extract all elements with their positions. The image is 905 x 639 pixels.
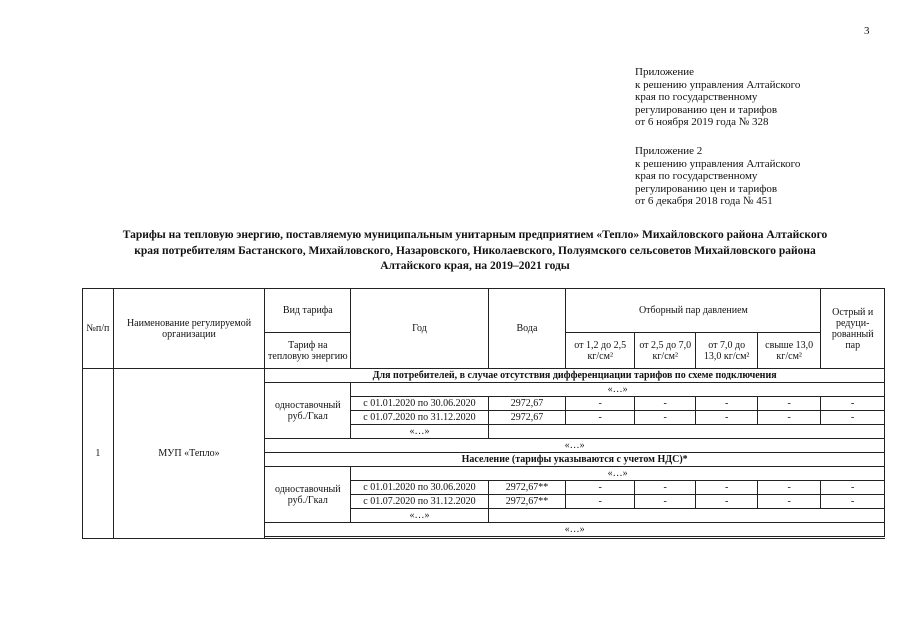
appendix-line: края по государственному	[635, 170, 758, 182]
appendix-line: от 6 декабря 2018 года № 451	[635, 195, 773, 207]
header-steam: Отборный пар давлением	[566, 289, 821, 333]
section-heading: Население (тарифы указываются с учетом НДС)*	[265, 453, 885, 467]
organization-name: МУП «Тепло»	[113, 369, 265, 539]
steam-value: -	[696, 397, 757, 411]
ellipsis: «…»	[265, 439, 885, 453]
ellipsis: «…»	[351, 425, 488, 439]
spacer	[265, 537, 885, 539]
steam-value: -	[696, 481, 757, 495]
water-value: 2972,67	[488, 411, 566, 425]
water-value: 2972,67**	[488, 495, 566, 509]
period: с 01.07.2020 по 31.12.2020	[351, 495, 488, 509]
header-heat-tariff: Тариф на тепловую энергию	[265, 333, 351, 369]
sharp-steam-value: -	[821, 481, 885, 495]
header-steam-col-1: от 1,2 до 2,5 кг/см²	[566, 333, 635, 369]
header-tariff-type: Вид тарифа	[265, 289, 351, 333]
page-number: 3	[864, 25, 870, 37]
ellipsis: «…»	[351, 467, 885, 481]
appendix-line: регулированию цен и тарифов	[635, 182, 778, 195]
ellipsis: «…»	[351, 383, 885, 397]
header-num: №п/п	[83, 289, 114, 369]
steam-value: -	[635, 481, 696, 495]
steam-value: -	[635, 397, 696, 411]
steam-value: -	[696, 495, 757, 509]
section-heading: Для потребителей, в случае отсутствия дифференциации тарифов по схеме подключения	[265, 369, 885, 383]
empty-cell	[488, 509, 884, 523]
steam-value: -	[635, 411, 696, 425]
water-value: 2972,67**	[488, 481, 566, 495]
period: с 01.07.2020 по 31.12.2020	[351, 411, 488, 425]
sharp-steam-value: -	[821, 397, 885, 411]
steam-value: -	[757, 411, 821, 425]
period: с 01.01.2020 по 30.06.2020	[351, 481, 488, 495]
header-year: Год	[351, 289, 488, 369]
appendix-line: от 6 ноября 2019 года № 328	[635, 116, 769, 128]
header-org: Наименование регулируемой организации	[113, 289, 265, 369]
ellipsis: «…»	[351, 509, 488, 523]
appendix-line: к решению управления Алтайского	[635, 78, 801, 91]
steam-value: -	[696, 411, 757, 425]
title-line: края потребителям Бастанского, Михайловского, Назаровского, Николаевского, Полуямского сельсоветов Михайловского района	[134, 244, 816, 257]
appendix-line: Приложение	[635, 66, 695, 78]
document-title	[70, 228, 880, 275]
header-steam-col-2: от 2,5 до 7,0 кг/см²	[635, 333, 696, 369]
empty-cell	[488, 425, 884, 439]
period: с 01.01.2020 по 30.06.2020	[351, 397, 488, 411]
steam-value: -	[566, 411, 635, 425]
appendix-line: регулированию цен и тарифов	[635, 103, 778, 116]
steam-value: -	[566, 481, 635, 495]
appendix-line: Приложение 2	[635, 145, 703, 157]
title-line: Алтайского края, на 2019–2021 годы	[380, 260, 570, 272]
appendix-line: к решению управления Алтайского	[635, 157, 801, 170]
header-water: Вода	[488, 289, 566, 369]
sharp-steam-value: -	[821, 411, 885, 425]
steam-value: -	[635, 495, 696, 509]
header-steam-col-4: свыше 13,0 кг/см²	[757, 333, 821, 369]
steam-value: -	[757, 397, 821, 411]
title-line: Тарифы на тепловую энергию, поставляемую муниципальным унитарным предприятием «Тепло» Михайловского района Алтайского	[122, 229, 828, 241]
steam-value: -	[566, 495, 635, 509]
steam-value: -	[566, 397, 635, 411]
appendix-note-2	[635, 145, 800, 208]
tariff-type-label: одноставочный руб./Гкал	[265, 467, 351, 523]
header-sharp-steam: Острый и редуци-рованный пар	[821, 289, 885, 369]
steam-value: -	[757, 495, 821, 509]
steam-value: -	[757, 481, 821, 495]
header-steam-col-3: от 7,0 до 13,0 кг/см²	[696, 333, 757, 369]
tariff-table	[82, 288, 885, 539]
sharp-steam-value: -	[821, 495, 885, 509]
appendix-note-1	[635, 66, 800, 129]
appendix-line: края по государственному	[635, 91, 758, 103]
water-value: 2972,67	[488, 397, 566, 411]
ellipsis: «…»	[265, 523, 885, 537]
tariff-type-label: одноставочный руб./Гкал	[265, 383, 351, 439]
row-number: 1	[83, 369, 114, 539]
